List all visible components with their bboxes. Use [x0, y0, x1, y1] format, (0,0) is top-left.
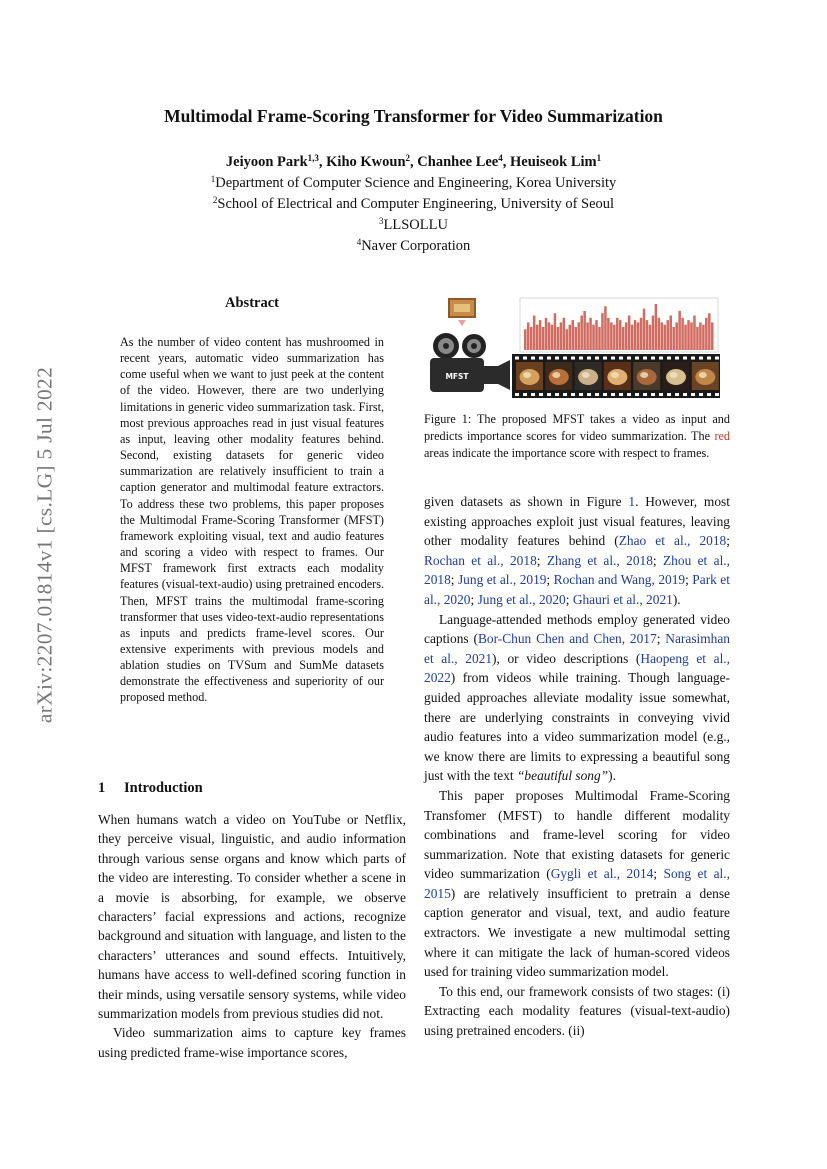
importance-score-bar	[649, 325, 652, 350]
paragraph: To this end, our framework consists of two stages: (i) Extracting each modality features (visual-text-audio) using pretrained encoders. (ii)	[424, 983, 730, 1039]
video-frame-thumbnail	[692, 362, 719, 390]
importance-score-bar	[702, 325, 705, 350]
importance-score-bar	[610, 322, 613, 350]
importance-score-bar	[598, 327, 601, 350]
citation-link[interactable]: Gygli et al., 2014	[550, 866, 654, 882]
projector-icon	[430, 333, 510, 392]
right-column-text	[424, 492, 730, 1041]
abstract-heading: Abstract	[225, 295, 279, 311]
importance-score-bar	[560, 322, 563, 350]
film-sprocket-hole	[667, 393, 671, 396]
film-sprocket-hole	[611, 357, 615, 360]
importance-score-bar	[705, 318, 708, 350]
importance-score-bar	[604, 306, 607, 350]
importance-score-bar	[696, 327, 699, 350]
importance-score-bar	[669, 316, 672, 351]
importance-score-bar	[625, 322, 628, 350]
paper-title: Multimodal Frame-Scoring Transformer for Video Summarization	[164, 106, 663, 126]
importance-score-bar	[548, 322, 551, 350]
film-sprocket-hole	[715, 357, 719, 360]
film-sprocket-hole	[571, 393, 575, 396]
importance-score-bar	[533, 316, 536, 351]
importance-score-bar	[628, 316, 631, 351]
paragraph: given datasets as shown in Figure 1. However, most existing approaches exploit just visual features, leaving other modality features behind (Zhao et al., 2018; Rochan et al., 2018; Zhang et al., 2018; Zhou et al., 2018; Jung et al., 2019; Rochan and Wang, 2019; Park et al., 2020; Jung et al., 2020; Ghauri et al., 2021).	[424, 494, 730, 607]
importance-score-bar	[634, 320, 637, 350]
affiliation: $^1$Department of Computer Science and Engineering, Korea University	[210, 174, 617, 191]
affiliation: $^4$Naver Corporation	[356, 237, 471, 254]
importance-score-bar	[536, 325, 539, 350]
importance-score-bar	[678, 311, 681, 350]
video-frame-thumbnail	[516, 362, 543, 390]
importance-score-bar	[643, 309, 646, 350]
film-sprocket-hole	[579, 357, 583, 360]
importance-score-bar	[640, 318, 643, 350]
film-sprocket-hole	[651, 393, 655, 396]
mfst-label: MFST	[445, 372, 469, 381]
film-sprocket-hole	[635, 357, 639, 360]
film-sprocket-hole	[691, 393, 695, 396]
film-sprocket-hole	[515, 393, 519, 396]
importance-score-bar	[527, 322, 530, 350]
importance-score-bar	[690, 322, 693, 350]
film-sprocket-hole	[539, 357, 543, 360]
film-sprocket-hole	[555, 357, 559, 360]
importance-score-bar	[672, 327, 675, 350]
film-sprocket-hole	[571, 357, 575, 360]
film-sprocket-hole	[563, 393, 567, 396]
film-sprocket-hole	[659, 357, 663, 360]
film-sprocket-hole	[603, 393, 607, 396]
importance-score-bar	[661, 322, 664, 350]
importance-score-bar	[586, 322, 589, 350]
figure-ref-link[interactable]: 1	[628, 494, 636, 509]
importance-score-bar	[699, 322, 702, 350]
citation-link[interactable]: Song et al., 2015	[424, 866, 730, 901]
importance-score-bar	[619, 320, 622, 350]
citation-link[interactable]: Ghauri et al., 2021	[572, 591, 673, 607]
figure-1	[424, 296, 720, 398]
importance-score-bar	[693, 316, 696, 351]
importance-score-bar	[708, 313, 711, 350]
importance-score-bar	[607, 318, 610, 350]
film-strip	[512, 354, 720, 398]
importance-score-bar	[566, 329, 569, 350]
film-sprocket-hole	[563, 357, 567, 360]
video-frame-thumbnail	[604, 362, 631, 390]
importance-score-bar	[652, 316, 655, 351]
importance-score-bar	[577, 322, 580, 350]
arxiv-sidebar	[32, 366, 57, 724]
film-sprocket-hole	[515, 357, 519, 360]
film-sprocket-hole	[635, 393, 639, 396]
film-sprocket-hole	[587, 393, 591, 396]
citation-link[interactable]: Jung et al., 2019	[457, 572, 547, 588]
importance-score-bar	[542, 327, 545, 350]
film-sprocket-hole	[699, 357, 703, 360]
affiliation: $^2$School of Electrical and Computer Engineering, University of Seoul	[212, 195, 615, 212]
importance-score-bar	[675, 322, 678, 350]
citation-link[interactable]: Zhang et al., 2018	[546, 552, 653, 568]
film-sprocket-hole	[523, 357, 527, 360]
film-sprocket-hole	[611, 393, 615, 396]
importance-score-bar	[574, 327, 577, 350]
film-sprocket-hole	[539, 393, 543, 396]
film-sprocket-hole	[603, 357, 607, 360]
film-sprocket-hole	[555, 393, 559, 396]
author-name: Jeiyoon Park	[225, 154, 308, 170]
film-sprocket-hole	[675, 393, 679, 396]
introduction-text	[98, 810, 406, 1062]
film-sprocket-hole	[579, 393, 583, 396]
film-sprocket-hole	[659, 393, 663, 396]
importance-score-bar	[637, 322, 640, 350]
importance-score-bar	[583, 311, 586, 350]
arxiv-identifier: arXiv:2207.01814v1 [cs.LG] 5 Jul 2022	[32, 366, 57, 724]
citation-link[interactable]: Zhao et al., 2018	[618, 533, 727, 549]
importance-score-bar	[658, 318, 661, 350]
paragraph: Language-attended methods employ generated video captions (Bor-Chun Chen and Chen, 2017; Narasimhan et al., 2021), or video descriptions (Haopeng et al., 2022) from videos while training. Though language-guided approaches alleviate modality issue somewhat, there are underlying constraints in conveying vivid audio features into a video summarization model (e.g., we know there are limits to expressing a beautiful song just with the text “beautiful song”).	[424, 611, 731, 784]
film-sprocket-hole	[523, 393, 527, 396]
importance-score-bar	[711, 322, 714, 350]
importance-score-bar	[524, 329, 527, 350]
film-sprocket-hole	[595, 393, 599, 396]
importance-score-bar	[622, 327, 625, 350]
importance-score-bar	[554, 313, 557, 350]
importance-score-bar	[557, 327, 560, 350]
importance-score-bar	[551, 325, 554, 350]
importance-score-bar	[664, 325, 667, 350]
importance-score-bar	[572, 320, 575, 350]
abstract-body: As the number of video content has mushroomed in recent years, automatic video summarization has come useful when we want to just peek at the content of the video. However, there are two underlying limitations in generic video summarization task. First, most previous approaches read in just visual features as input, leaving other modality features behind. Second, existing datasets for generic video summarization are relatively insufficient to train a caption generator and multimodal feature extractors. To address these two problems, this paper proposes the Multimodal Frame-Scoring Transformer (MFST) framework exploiting visual, text and audio features and scoring a video with respect to frames. Our MFST framework first extracts each modality features (visual-text-audio) using pretrained encoders. Then, MFST trains the multimodal frame-scoring transformer that uses video-text-audio representations as inputs and predicts frame-level scores. Our extensive experiments with previous models and ablation studies on TVSum and SumMe datasets demonstrate the effectiveness and superiority of our proposed method.	[120, 335, 384, 705]
film-sprocket-hole	[707, 393, 711, 396]
film-sprocket-hole	[627, 393, 631, 396]
film-sprocket-hole	[531, 393, 535, 396]
importance-score-bar	[655, 304, 658, 350]
importance-score-bar	[631, 325, 634, 350]
film-sprocket-hole	[707, 357, 711, 360]
film-sprocket-hole	[643, 357, 647, 360]
citation-link[interactable]: Rochan et al., 2018	[424, 552, 537, 568]
citation-link[interactable]: Jung et al., 2020	[477, 591, 566, 607]
importance-score-bar	[684, 325, 687, 350]
paragraph: Video summarization aims to capture key frames using predicted frame-wise importance scores,	[98, 1025, 406, 1060]
film-sprocket-hole	[595, 357, 599, 360]
film-sprocket-hole	[715, 393, 719, 396]
author-name: Chanhee Lee	[417, 154, 499, 170]
citation-link[interactable]: Zhou et al., 2018	[424, 552, 730, 588]
film-sprocket-hole	[547, 393, 551, 396]
importance-score-bar	[592, 325, 595, 350]
film-sprocket-hole	[587, 357, 591, 360]
importance-score-bar	[646, 320, 649, 350]
film-sprocket-hole	[667, 357, 671, 360]
citation-link[interactable]: Haopeng et al., 2022	[424, 650, 731, 686]
section-heading-introduction	[98, 780, 203, 797]
film-sprocket-hole	[683, 393, 687, 396]
section-number: 1	[98, 780, 106, 796]
film-sprocket-hole	[651, 357, 655, 360]
paragraph: When humans watch a video on YouTube or Netflix, they perceive visual, linguistic, and audio information through various sense organs and know which parts of the video are interesting. To consider whether a scene in a movie is absorbing, for example, we observe characters’ facial expressions and actions, recognize background and situation with language, and listen to the characters’ utterances and sound effects. Intuitively, humans have access to well-defined scoring function in their minds, using versatile sensory systems, while video summarization models from previous studies did not.	[98, 812, 406, 1022]
film-sprocket-hole	[691, 357, 695, 360]
affiliation: $^3$LLSOLLU	[379, 216, 448, 233]
citation-link[interactable]: Park et al., 2020	[424, 572, 730, 607]
video-frame-thumbnail	[663, 362, 690, 390]
citation-link[interactable]: Rochan and Wang, 2019	[553, 572, 686, 588]
film-sprocket-hole	[643, 393, 647, 396]
importance-score-bar	[616, 318, 619, 350]
importance-score-bar	[580, 316, 583, 351]
film-sprocket-hole	[627, 357, 631, 360]
red-word: red	[714, 429, 730, 444]
importance-score-bar	[667, 320, 670, 350]
author-list: Jeiyoon Park$^{1,3}$, Kiho Kwoun$^2$, Chanhee Lee$^4$, Heuiseok Lim$^1$	[225, 153, 602, 170]
importance-score-bar	[681, 318, 684, 350]
film-sprocket-hole	[619, 393, 623, 396]
citation-link[interactable]: Narasimhan et al., 2021	[424, 631, 730, 666]
citation-link[interactable]: Bor-Chun Chen and Chen, 2017	[477, 631, 657, 647]
author-name: Kiho Kwoun	[326, 154, 406, 170]
importance-score-bar	[589, 318, 592, 350]
author-block	[0, 152, 827, 257]
importance-score-bar	[687, 320, 690, 350]
figure-caption: Figure 1: The proposed MFST takes a video as input and predicts importance scores for video summarization. The red areas indicate the importance score with respect to frames.	[424, 412, 730, 461]
film-sprocket-hole	[547, 357, 551, 360]
paragraph: This paper proposes Multimodal Frame-Scoring Transfomer (MFST) to handle different modality combinations and frame-level scoring for video summarization. Note that existing datasets for generic video summarization (Gygli et al., 2014; Song et al., 2015) are relatively insufficient to pretrain a dense caption generator and visual, text, and audio feature extractors. We investigate a new multimodal setting where it can mitigate the lack of human-scored videos used for training video summarization model.	[424, 787, 730, 980]
importance-score-bar	[613, 325, 616, 350]
author-name: Heuiseok Lim	[510, 154, 597, 170]
film-sprocket-hole	[531, 357, 535, 360]
video-frame-thumbnail	[633, 362, 660, 390]
importance-score-bar	[595, 320, 598, 350]
video-frame-thumbnail	[545, 362, 572, 390]
importance-score-bar	[563, 318, 566, 350]
importance-score-bar	[530, 327, 533, 350]
importance-score-bar	[569, 325, 572, 350]
section-title: Introduction	[124, 780, 203, 796]
input-video-thumbnail	[448, 298, 476, 326]
film-sprocket-hole	[619, 357, 623, 360]
importance-score-bar	[601, 313, 604, 350]
film-sprocket-hole	[699, 393, 703, 396]
importance-score-bar	[539, 320, 542, 350]
film-sprocket-hole	[675, 357, 679, 360]
film-sprocket-hole	[683, 357, 687, 360]
importance-score-bar	[545, 318, 548, 350]
video-frame-thumbnail	[575, 362, 602, 390]
